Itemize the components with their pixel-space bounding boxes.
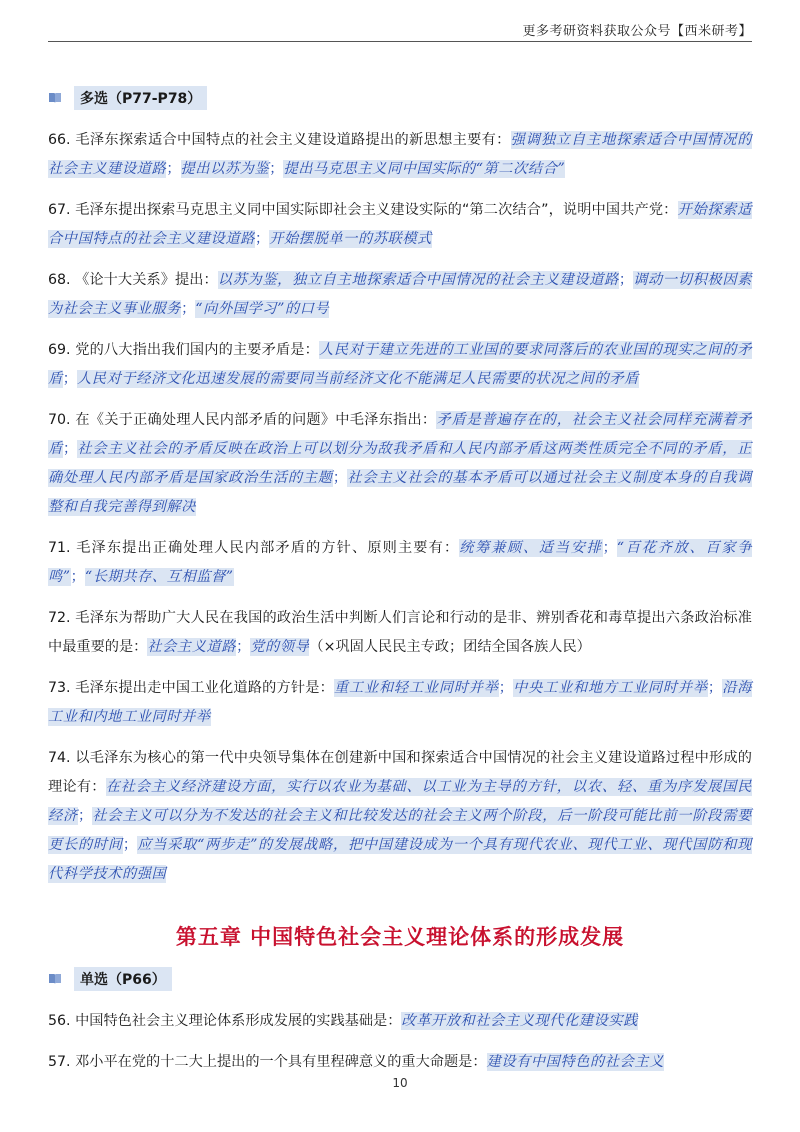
- answer-text: 矛盾是普遍存在的，社会主义社会同样充满着矛盾: [48, 412, 752, 457]
- question-item: [48, 534, 752, 592]
- question-stem: 以毛泽东为核心的第一代中央领导集体在创建新中国和探索适合中国情况的社会主义建设道路过程中形成的理论有：: [48, 750, 752, 795]
- answer-text: 人民对于建立先进的工业国的要求同落后的农业国的现实之间的矛盾: [48, 342, 752, 387]
- answer-separator: ；: [255, 231, 270, 247]
- question-stem: 中国特色社会主义理论体系形成发展的实践基础是：: [75, 1013, 402, 1029]
- answer-text: 开始摆脱单一的苏联模式: [269, 231, 432, 247]
- question-item: [48, 196, 752, 254]
- question-stem: 《论十大关系》提出：: [75, 272, 218, 288]
- answer-separator: ；: [62, 371, 77, 387]
- question-stem: 邓小平在党的十二大上提出的一个具有里程碑意义的重大命题是：: [75, 1054, 487, 1070]
- question-number: 66.: [48, 132, 76, 148]
- header-text: 更多考研资料获取公众号【西米研考】: [522, 24, 752, 39]
- answer-separator: ；: [181, 301, 196, 317]
- answer-text: 开始探索适合中国特点的社会主义建设道路: [48, 202, 752, 247]
- answer-separator: ；: [618, 272, 634, 288]
- answer-text: 提出马克思主义同中国实际的“第二次结合”: [283, 161, 566, 177]
- question-number: 68.: [48, 272, 76, 288]
- answer-text: 强调独立自主地探索适合中国情况的社会主义建设道路: [48, 132, 752, 177]
- answer-text: 提出以苏为鉴: [180, 161, 270, 177]
- answer-separator: ；: [63, 441, 78, 457]
- question-number: 74.: [48, 750, 76, 766]
- question-number: 67.: [48, 202, 76, 218]
- page-header: [48, 14, 752, 42]
- answer-text: 建设有中国特色的社会主义: [486, 1054, 664, 1070]
- answer-text: 重工业和轻工业同时并举: [334, 680, 499, 696]
- question-item: [48, 1007, 752, 1036]
- answer-text: 社会主义社会的基本矛盾可以通过社会主义制度本身的自我调整和自我完善得到解决: [48, 470, 753, 515]
- answer-text: 社会主义社会的矛盾反映在政治上可以划分为敌我矛盾和人民内部矛盾这两类性质完全不同的矛盾，正确处理人民内部矛盾是国家政治生活的主题: [48, 441, 752, 486]
- question-item: [48, 674, 752, 732]
- question-stem: 毛泽东提出走中国工业化道路的方针是：: [75, 680, 335, 696]
- section-label: 多选（P77-P78）: [74, 86, 207, 110]
- answer-separator: ；: [269, 161, 284, 177]
- question-stem: 毛泽东为帮助广大人民在我国的政治生活中判断人们言论和行动的是非、辨别香花和毒草提出六条政治标准中最重要的是：: [48, 610, 752, 655]
- answer-separator: ；: [707, 680, 723, 696]
- question-stem: 毛泽东提出探索马克思主义同中国实际即社会主义建设实际的“第二次结合”，说明中国共产党：: [75, 202, 678, 218]
- answer-text: “百花齐放、百家争鸣”: [48, 540, 752, 585]
- answer-text: 中央工业和地方工业同时并举: [512, 680, 708, 696]
- page-content: [48, 86, 752, 1089]
- answer-separator: ；: [498, 680, 513, 696]
- answer-text: 社会主义道路: [147, 639, 237, 655]
- answer-text: 改革开放和社会主义现代化建设实践: [401, 1013, 639, 1029]
- section-label: 单选（P66）: [74, 967, 172, 991]
- question-item: [48, 266, 752, 324]
- book-icon: [48, 973, 62, 985]
- page-number: 10: [392, 1076, 408, 1090]
- answer-text: “向外国学习”的口号: [195, 301, 330, 317]
- question-list: [48, 126, 752, 889]
- answer-separator: ；: [236, 639, 251, 655]
- question-number: 56.: [48, 1013, 76, 1029]
- answer-text: 社会主义可以分为不发达的社会主义和比较发达的社会主义两个阶段，后一阶段可能比前一阶段需要更长的时间: [48, 808, 753, 853]
- answer-separator: ；: [332, 470, 348, 486]
- answer-text: 调动一切积极因素为社会主义事业服务: [48, 272, 752, 317]
- question-item: [48, 336, 752, 394]
- answer-separator: ；: [78, 808, 93, 824]
- question-number: 71.: [48, 540, 77, 556]
- question-item: [48, 1048, 752, 1077]
- answer-text: 人民对于经济文化迅速发展的需要同当前经济文化不能满足人民需要的状况之间的矛盾: [77, 371, 639, 387]
- section-single-choice: [48, 967, 752, 991]
- answer-text: 应当采取“两步走”的发展战略，把中国建设成为一个具有现代农业、现代工业、现代国防和现代科学技术的强国: [48, 837, 752, 882]
- question-item: [48, 604, 752, 662]
- question-stem: 在《关于正确处理人民内部矛盾的问题》中毛泽东指出：: [75, 412, 437, 428]
- question-item: [48, 744, 752, 889]
- question-number: 70.: [48, 412, 76, 428]
- answer-text: 统筹兼顾、适当安排: [459, 540, 603, 556]
- answer-separator: ；: [122, 837, 138, 853]
- answer-separator: ；: [166, 161, 181, 177]
- question-item: [48, 126, 752, 184]
- answer-text: 以苏为鉴，独立自主地探索适合中国情况的社会主义建设道路: [217, 272, 619, 288]
- question-note: （×巩固人民民主专政；团结全国各族人民）: [309, 639, 591, 655]
- question-item: [48, 406, 752, 522]
- question-number: 57.: [48, 1054, 76, 1070]
- chapter-title: 第五章 中国特色社会主义理论体系的形成发展: [175, 925, 625, 949]
- answer-text: 在社会主义经济建设方面，实行以农业为基础、以工业为主导的方针，以农、轻、重为序发展国民经济: [48, 779, 752, 824]
- question-stem: 党的八大指出我们国内的主要矛盾是：: [75, 342, 319, 358]
- answer-text: 沿海工业和内地工业同时并举: [48, 680, 752, 725]
- book-icon: [48, 92, 62, 104]
- question-stem: 毛泽东探索适合中国特点的社会主义建设道路提出的新思想主要有：: [75, 132, 511, 148]
- question-number: 73.: [48, 680, 76, 696]
- question-number: 72.: [48, 610, 76, 626]
- answer-text: 党的领导: [250, 639, 310, 655]
- question-stem: 毛泽东提出正确处理人民内部矛盾的方针、原则主要有：: [76, 540, 460, 556]
- section-multi-choice: [48, 86, 752, 110]
- question-number: 69.: [48, 342, 76, 358]
- answer-text: “长期共存、互相监督”: [84, 569, 234, 585]
- question-list: [48, 1007, 752, 1077]
- answer-separator: ；: [602, 540, 617, 556]
- answer-separator: ；: [70, 569, 85, 585]
